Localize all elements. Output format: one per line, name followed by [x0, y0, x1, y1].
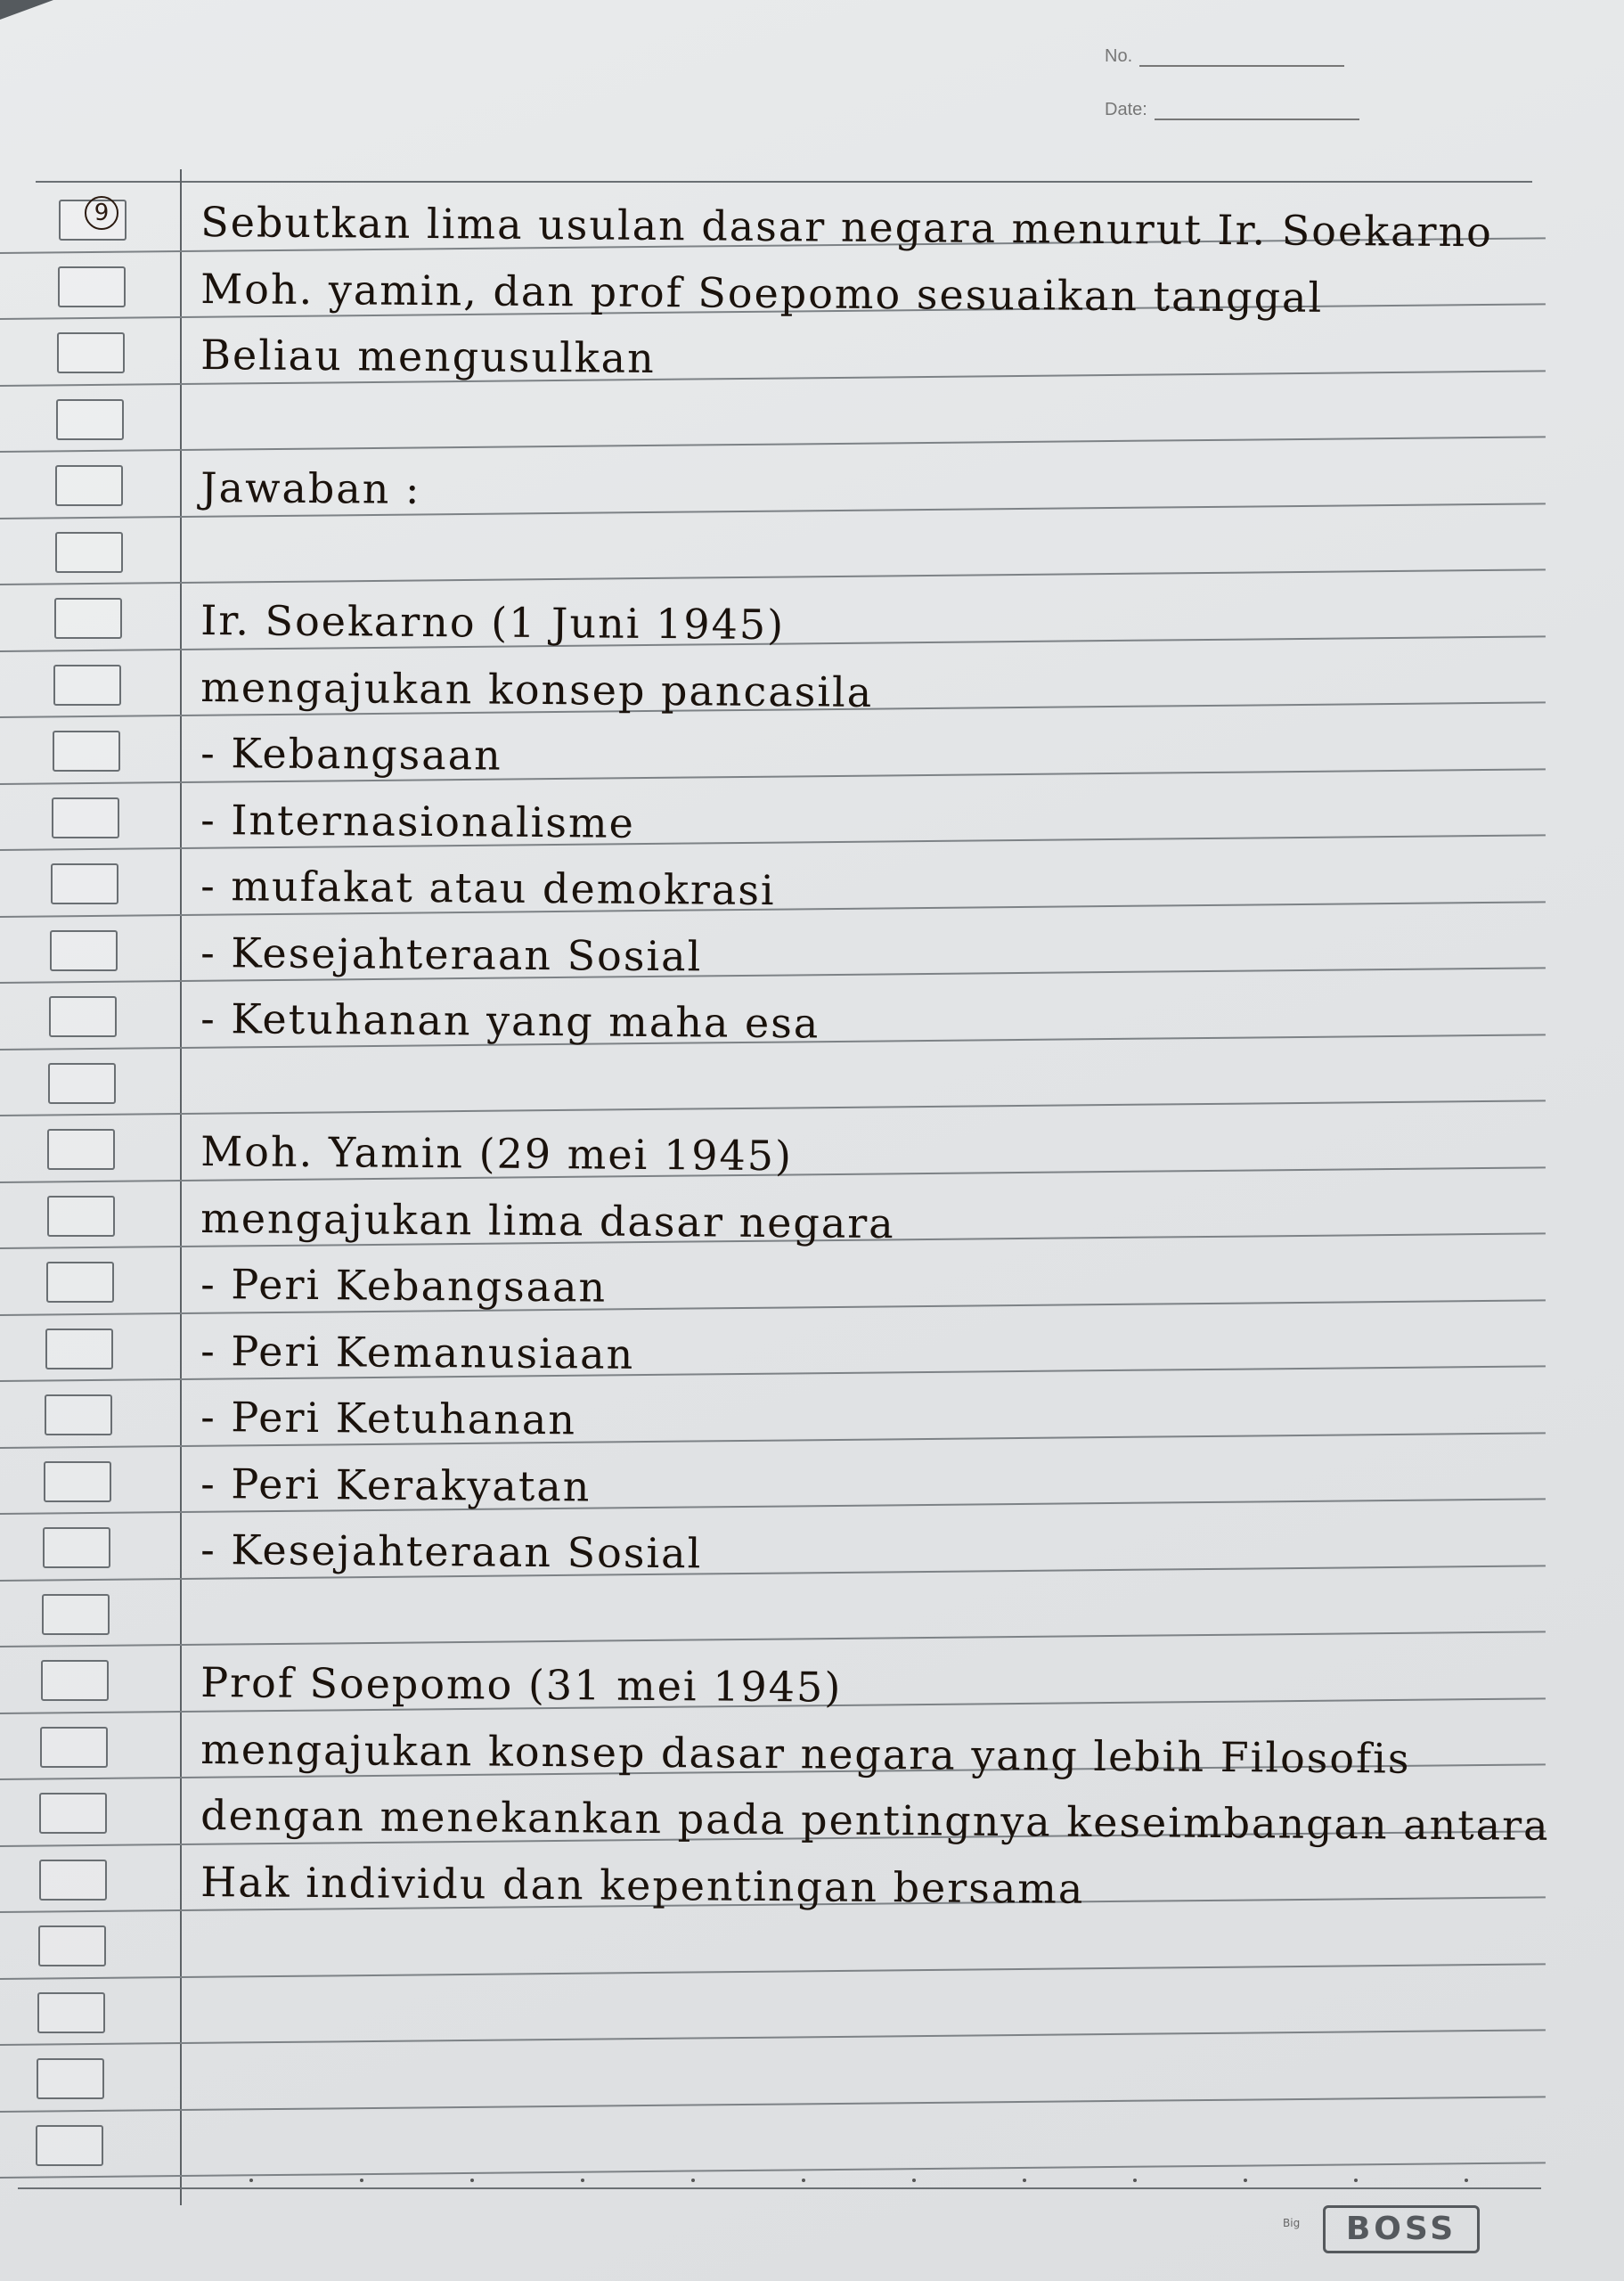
- margin-checkbox: [40, 1727, 108, 1768]
- handwritten-line: - Internasionalisme: [200, 795, 636, 847]
- top-border-line: [36, 181, 1532, 183]
- margin-checkbox: [47, 1196, 115, 1237]
- handwritten-line: mengajukan konsep dasar negara yang lebih Filosofis: [200, 1724, 1411, 1783]
- date-field: [1105, 100, 1359, 120]
- margin-checkbox: [50, 930, 118, 971]
- margin-checkbox: [43, 1527, 110, 1568]
- margin-checkbox: [58, 266, 126, 307]
- bottom-dot: [1465, 2179, 1468, 2182]
- number-value-line: [1139, 47, 1344, 67]
- margin-checkbox: [53, 665, 121, 706]
- margin-checkbox: [55, 532, 123, 573]
- ruled-line: [0, 436, 1546, 453]
- margin-checkbox: [38, 1925, 106, 1966]
- bottom-dot: [691, 2179, 695, 2182]
- margin-checkbox: [55, 465, 123, 506]
- margin-checkbox: [41, 1660, 109, 1701]
- date-label: Date:: [1105, 100, 1147, 119]
- handwritten-line: - Peri Ketuhanan: [200, 1393, 577, 1444]
- handwritten-line: mengajukan lima dasar negara: [200, 1193, 895, 1247]
- handwritten-line: - Kebangsaan: [200, 729, 502, 780]
- handwritten-line: Sebutkan lima usulan dasar negara menurut Ir. Soekarno: [200, 198, 1494, 257]
- ruled-line: [0, 2162, 1546, 2179]
- handwritten-line: Prof Soepomo (31 mei 1945): [200, 1658, 843, 1712]
- number-field: [1105, 46, 1344, 67]
- margin-checkbox: [44, 1461, 111, 1502]
- bottom-dot: [360, 2179, 363, 2182]
- margin-checkbox: [48, 1063, 116, 1104]
- bottom-dot: [802, 2179, 805, 2182]
- margin-checkbox: [49, 996, 117, 1037]
- margin-checkbox: [45, 1394, 112, 1435]
- margin-checkbox: [57, 332, 125, 373]
- number-label: No.: [1105, 46, 1133, 66]
- handwritten-line: - mufakat atau demokrasi: [200, 862, 776, 915]
- margin-checkbox: [39, 1860, 107, 1901]
- bottom-dot: [912, 2179, 916, 2182]
- handwritten-line: - Ketuhanan yang maha esa: [200, 994, 820, 1048]
- bottom-dot: [1133, 2179, 1137, 2182]
- margin-checkbox: [52, 797, 119, 838]
- ruled-line: [0, 1631, 1546, 1647]
- bottom-dot: [1023, 2179, 1026, 2182]
- margin-checkbox: [39, 1793, 107, 1834]
- handwritten-line: Moh. Yamin (29 mei 1945): [200, 1127, 794, 1181]
- margin-checkbox: [51, 863, 118, 904]
- margin-checkbox: [37, 2058, 104, 2099]
- bottom-border-line: [18, 2187, 1541, 2189]
- ruled-line: [0, 1963, 1546, 1980]
- handwritten-line: Ir. Soekarno (1 Juni 1945): [200, 596, 786, 650]
- bottom-dot: [470, 2179, 474, 2182]
- handwritten-line: - Peri Kebangsaan: [200, 1260, 608, 1312]
- brand-prefix: Big: [1283, 2217, 1301, 2229]
- margin-checkbox: [56, 399, 124, 440]
- handwritten-line: Hak individu dan kepentingan bersama: [200, 1857, 1085, 1913]
- margin-checkbox: [42, 1594, 110, 1635]
- handwritten-line: dengan menekankan pada pentingnya keseimbangan antara: [200, 1791, 1550, 1850]
- margin-checkbox: [45, 1329, 113, 1369]
- handwritten-line: Beliau mengusulkan: [200, 331, 656, 383]
- margin-checkbox: [54, 598, 122, 639]
- ruled-line: [0, 2029, 1546, 2046]
- handwritten-line: - Peri Kerakyatan: [200, 1459, 592, 1510]
- margin-checkbox: [37, 1992, 105, 2033]
- handwritten-line: - Kesejahteraan Sosial: [200, 928, 703, 980]
- margin-line: [180, 169, 182, 2205]
- handwritten-line: Jawaban :: [200, 463, 421, 513]
- margin-checkbox: [46, 1262, 114, 1303]
- page-corner: [0, 0, 53, 20]
- handwritten-line: - Kesejahteraan Sosial: [200, 1525, 703, 1578]
- question-number: 9: [85, 196, 118, 230]
- handwritten-line: mengajukan konsep pancasila: [200, 662, 874, 716]
- bottom-dot: [581, 2179, 584, 2182]
- margin-checkbox: [36, 2125, 103, 2166]
- ruled-line: [0, 1100, 1546, 1116]
- margin-checkbox: [53, 731, 120, 772]
- handwritten-line: Moh. yamin, dan prof Soepomo sesuaikan tanggal: [200, 264, 1324, 322]
- ruled-line: [0, 2096, 1546, 2113]
- handwritten-line: - Peri Kemanusiaan: [200, 1326, 635, 1378]
- bottom-dot: [249, 2179, 253, 2182]
- brand-logo: BOSS: [1323, 2205, 1480, 2253]
- margin-checkbox: [47, 1129, 115, 1170]
- bottom-dot: [1244, 2179, 1247, 2182]
- ruled-line: [0, 568, 1546, 585]
- bottom-dot: [1354, 2179, 1358, 2182]
- date-value-line: [1155, 101, 1359, 120]
